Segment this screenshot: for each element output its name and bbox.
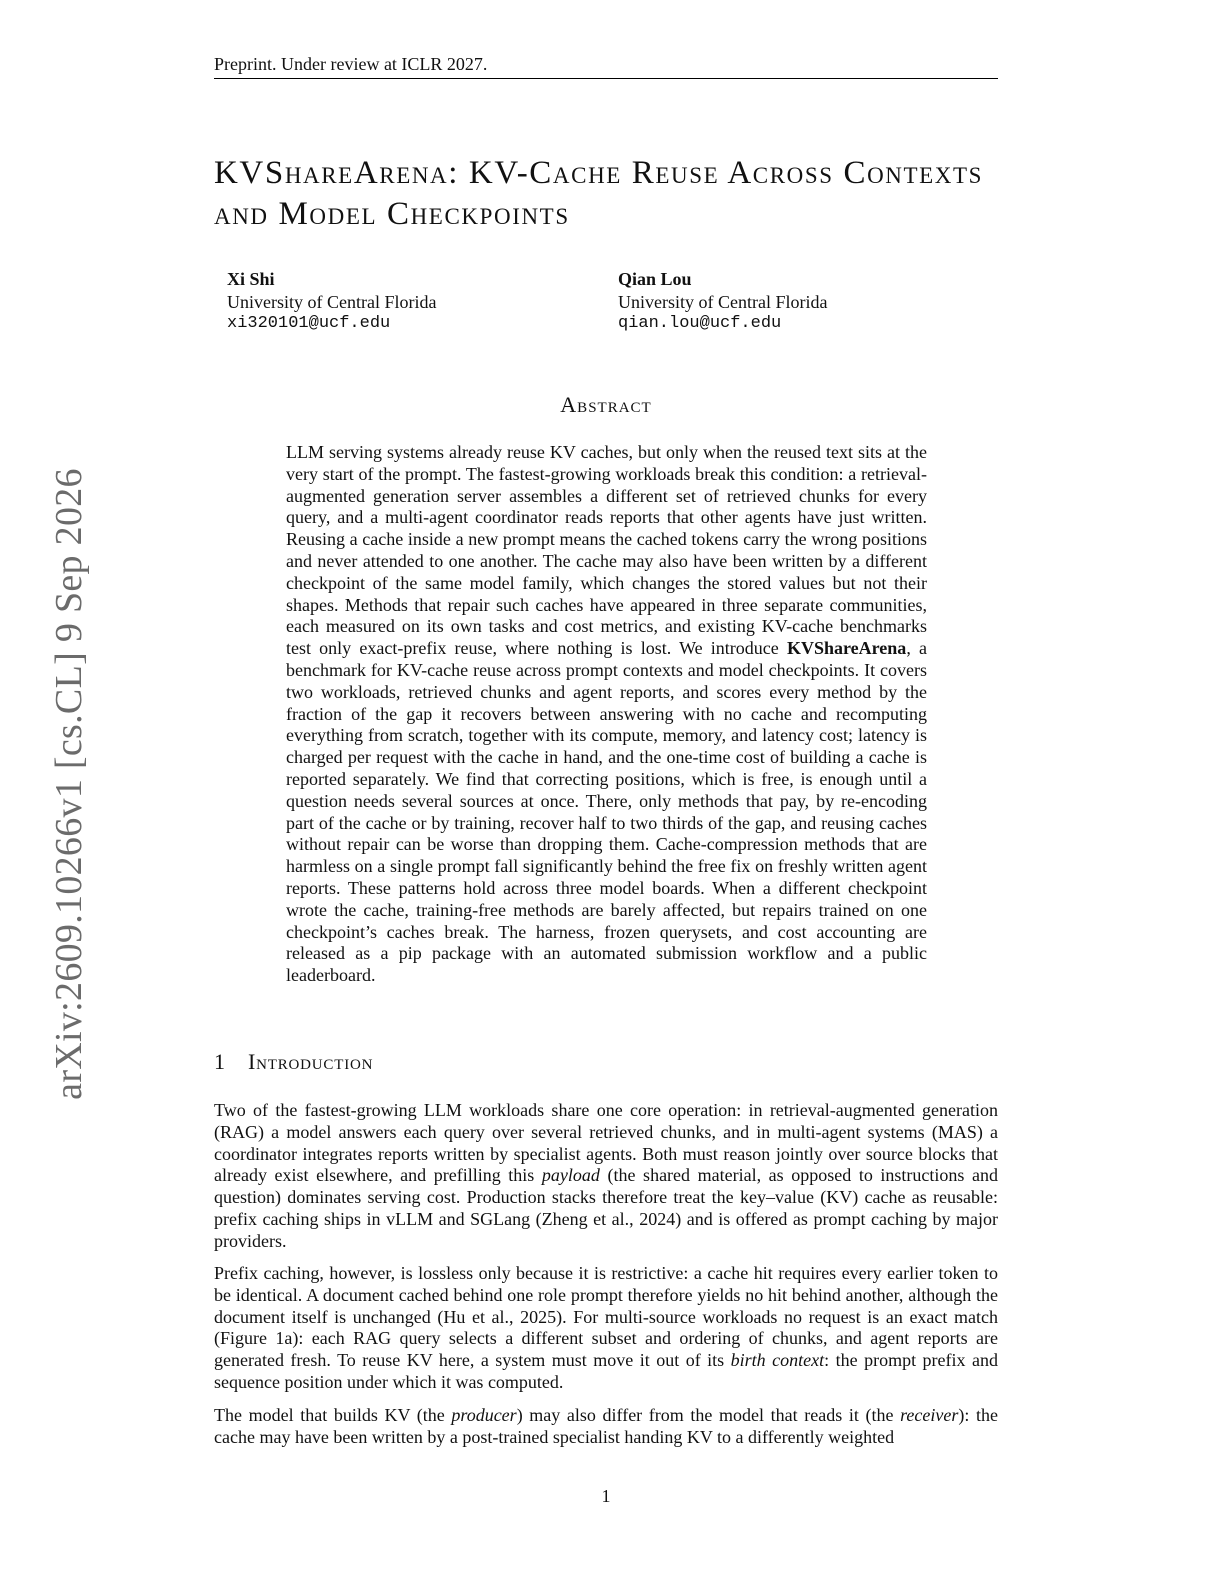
abstract-text-part: LLM serving systems already reuse KV caches, but only when the reused text sits at the very start of the prompt. The fastest-growing workloads break this condition: a retrieval-augmented generation server assembles a different set of retrieved chunks for every query, and a multi-agent coordinator reads reports that other agents have just written. Reusing a cache inside a new prompt means the cached tokens carry the wrong positions and never attended to one another. The cache may also have been written by a different checkpoint of the same model family, which changes the stored values but not their shapes. Methods that repair such caches have appeared in three separate communities, each measured on its own tasks and cost metrics, and existing KV-cache benchmarks test only exact-prefix reuse, where nothing is lost. We introduce (286, 442, 927, 659)
section-number: 1 (214, 1049, 226, 1074)
paragraph-text: Two of the fastest-growing LLM workloads share one core operation: in retrieval-augmented generation (RAG) a model answers each query over several retrieved chunks, and in multi-agent systems (MAS) a coordinator integrates reports written by specialist agents. Both must reason jointly over source blocks that already exist elsewhere, and prefilling this (214, 1100, 998, 1186)
author-affiliation: University of Central Florida (227, 291, 437, 312)
paragraph-text: ): the cache may have been written by a post-trained specialist handing KV to a differently weighted (214, 1405, 998, 1447)
paragraph-text: Prefix caching, however, is lossless only because it is restrictive: a cache hit requires every earlier token to be identical. A document cached behind one role prompt therefore yields no hit behind another, although the document itself is unchanged (Hu et al., 2025). For multi-source workloads no request is an exact match (Figure 1a): each RAG query selects a different subset and ordering of chunks, and agent reports are generated fresh. To reuse KV here, a system must move it out of its (214, 1263, 998, 1371)
author-email[interactable]: xi320101@ucf.edu (227, 314, 391, 333)
arxiv-identifier (42, 450, 96, 1118)
author-block-2 (618, 268, 827, 336)
author-name: Xi Shi (227, 269, 275, 289)
running-head: Preprint. Under review at ICLR 2027. (214, 52, 998, 79)
section-title: Introduction (248, 1049, 374, 1074)
emphasis-term: payload (541, 1165, 600, 1186)
emphasis-term: receiver (900, 1405, 959, 1425)
intro-paragraph-1 (214, 1100, 998, 1253)
paragraph-text: ) may also differ from the model that reads it (the (516, 1405, 901, 1425)
abstract-body (286, 442, 927, 987)
intro-paragraph-3 (214, 1405, 998, 1449)
author-email[interactable]: qian.lou@ucf.edu (618, 314, 782, 333)
abstract-text-part: , a benchmark for KV-cache reuse across prompt contexts and model checkpoints. It covers two workloads, retrieved chunks and agent reports, and scores every method by the fraction of the gap it recovers between answering with no cache and recomputing everything from scratch, together with its compute, memory, and latency cost; latency is charged per request with the cache in hand, and the one-time cost of building a cache is reported separately. We find that correcting positions, which is free, is enough until a question needs several sources at once. There, only methods that pay, by re-encoding part of the cache or by training, recover half to two thirds of the gap, and reusing caches without repair can be worse than dropping them. Cache-compression methods that are harmless on a single prompt fall significantly behind the free fix on freshly written agent reports. These patterns hold across three model boards. When a different checkpoint wrote the cache, training-free methods are barely affected, but repairs trained on one checkpoint’s caches break. The harness, frozen querysets, and cost accounting are released as a pip package with an automated submission workflow and a public leaderboard. (286, 638, 927, 986)
emphasis-term: birth context (730, 1350, 825, 1371)
paper-title: KVShareArena: KV-Cache Reuse Across Contexts and Model Checkpoints (214, 155, 984, 232)
paragraph-text: : the prompt prefix and sequence position under which it was computed. (214, 1350, 998, 1392)
author-block-1 (227, 268, 436, 336)
intro-paragraph-2 (214, 1263, 998, 1394)
paragraph-text: The model that builds KV (the (214, 1405, 452, 1425)
paragraph-text: (the shared material, as opposed to instructions and question) dominates serving cost. Production stacks therefore treat the key–value (KV) cache as reusable: prefix caching ships in vLLM and SGLang (Zheng et al., 2024) and is offered as prompt caching by major providers. (214, 1165, 998, 1251)
emphasis-term: producer (451, 1405, 517, 1425)
page-number: 1 (601, 1486, 611, 1506)
benchmark-name: KVShareArena (786, 638, 907, 659)
arxiv-identifier-text: arXiv:2609.10266v1 [cs.CL] 9 Sep 2026 (48, 468, 90, 1100)
author-affiliation: University of Central Florida (618, 291, 828, 312)
abstract-heading: Abstract (560, 392, 652, 417)
section-heading-introduction (214, 1049, 373, 1075)
author-name: Qian Lou (618, 269, 692, 289)
